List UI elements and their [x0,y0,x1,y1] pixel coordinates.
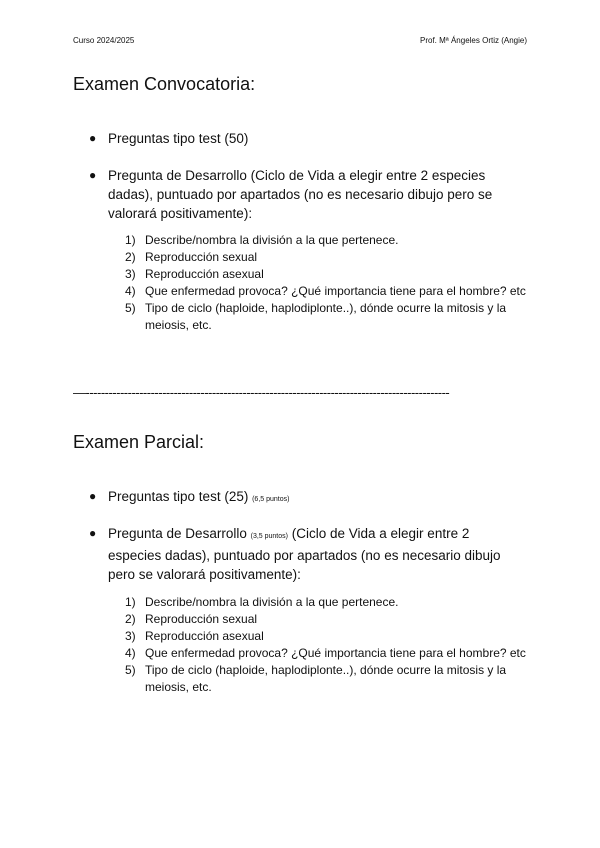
list-item: 4) Que enfermedad provoca? ¿Qué importancia tiene para el hombre? etc [125,284,526,298]
list-item: 2) Reproducción sexual [125,612,258,626]
list-item: 2) Reproducción sexual [125,250,258,264]
points-label: (6,5 puntos) [252,496,290,503]
bullet-icon: ● [89,526,97,540]
list-item [89,129,512,148]
list-item: 5) Tipo de ciclo (haploide, haplodiplonte..), dónde ocurre la mitosis y la meiosis, etc. [125,301,507,332]
bullet-text: Pregunta de Desarrollo [108,526,247,541]
list-item: 5) Tipo de ciclo (haploide, haplodiplonte..), dónde ocurre la mitosis y la meiosis, etc. [125,663,507,694]
numbered-list [125,594,530,696]
bullet-text: (Ciclo de Vida a elegir entre 2 especies dadas), puntuado por apartados (no es necesario dibujo pero se valorará positivamente): [108,526,501,582]
points-label: (3,5 puntos) [250,533,288,540]
bullet-icon: ● [89,168,97,182]
list-item: 1) Describe/nombra la división a la que pertenece. [125,595,399,609]
list-item: 4) Que enfermedad provoca? ¿Qué importancia tiene para el hombre? etc [125,646,526,660]
list-item [89,524,512,584]
section-title: Examen Parcial: [73,432,205,452]
bullet-text: Preguntas tipo test (50) [108,131,249,146]
list-item: 1) Describe/nombra la división a la que pertenece. [125,233,399,247]
divider-line: —----------------------------------------------------------------------------------------------- [73,385,450,400]
bullet-icon: ● [89,489,97,503]
list-item [89,166,512,223]
list-item: 3) Reproducción asexual [125,267,264,281]
header-course: Curso 2024/2025 [73,36,135,45]
list-item: 3) Reproducción asexual [125,629,264,643]
section-convocatoria [73,74,533,95]
section-parcial [73,432,533,453]
bullet-text: Pregunta de Desarrollo (Ciclo de Vida a elegir entre 2 especies dadas), puntuado por apartados (no es necesario dibujo pero se valorará positivamente): [108,168,493,221]
bullet-icon: ● [89,131,97,145]
numbered-list [125,232,530,334]
list-item [89,487,512,509]
section-title: Examen Convocatoria: [73,74,256,94]
header-teacher: Prof. Mª Ángeles Ortiz (Angie) [420,36,527,45]
bullet-text: Preguntas tipo test (25) [108,489,249,504]
